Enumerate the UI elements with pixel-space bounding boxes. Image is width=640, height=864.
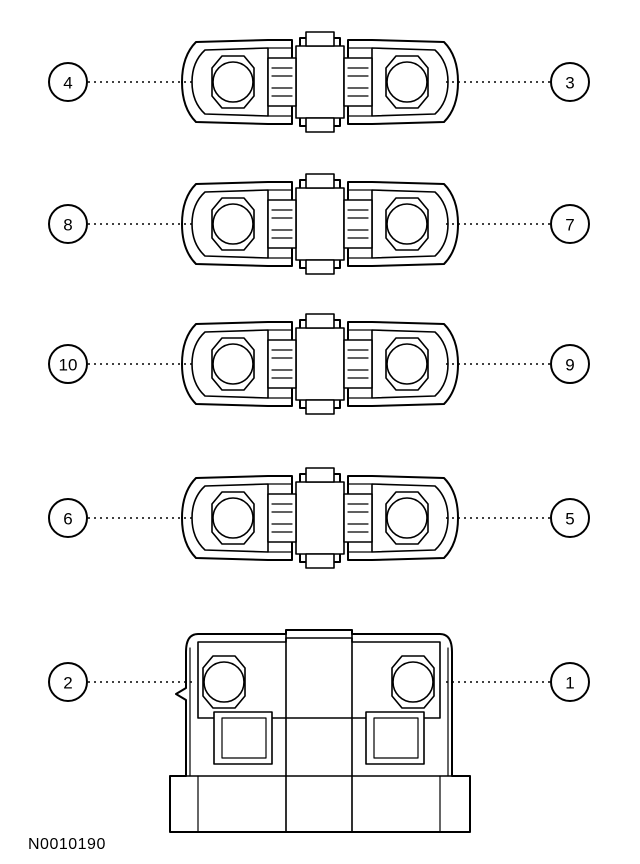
callout-8[interactable] xyxy=(49,205,87,243)
callout-label: 7 xyxy=(565,215,575,235)
callout-6[interactable] xyxy=(49,499,87,537)
callout-label: 5 xyxy=(565,509,575,529)
callout-label: 9 xyxy=(565,355,575,375)
callout-label: 1 xyxy=(565,673,575,693)
callout-label: 3 xyxy=(565,73,575,93)
callout-4[interactable] xyxy=(49,63,87,101)
main-bearing-cap-large xyxy=(170,630,470,832)
callout-label: 6 xyxy=(63,509,73,529)
callout-2[interactable] xyxy=(49,663,87,701)
callout-3[interactable] xyxy=(551,63,589,101)
bearing-cap-row-2 xyxy=(182,174,458,274)
callout-1[interactable] xyxy=(551,663,589,701)
callout-label: 4 xyxy=(63,73,73,93)
bearing-cap-row-3 xyxy=(182,314,458,414)
bearing-cap-row-1 xyxy=(182,32,458,132)
callout-10[interactable] xyxy=(49,345,87,383)
callout-label: 2 xyxy=(63,673,73,693)
callout-7[interactable] xyxy=(551,205,589,243)
callout-5[interactable] xyxy=(551,499,589,537)
callout-label: 8 xyxy=(63,215,73,235)
bearing-cap-row-4 xyxy=(182,468,458,568)
callout-9[interactable] xyxy=(551,345,589,383)
parts-group xyxy=(170,32,470,832)
figure-code: N0010190 xyxy=(28,836,106,853)
callout-label: 10 xyxy=(58,355,78,375)
